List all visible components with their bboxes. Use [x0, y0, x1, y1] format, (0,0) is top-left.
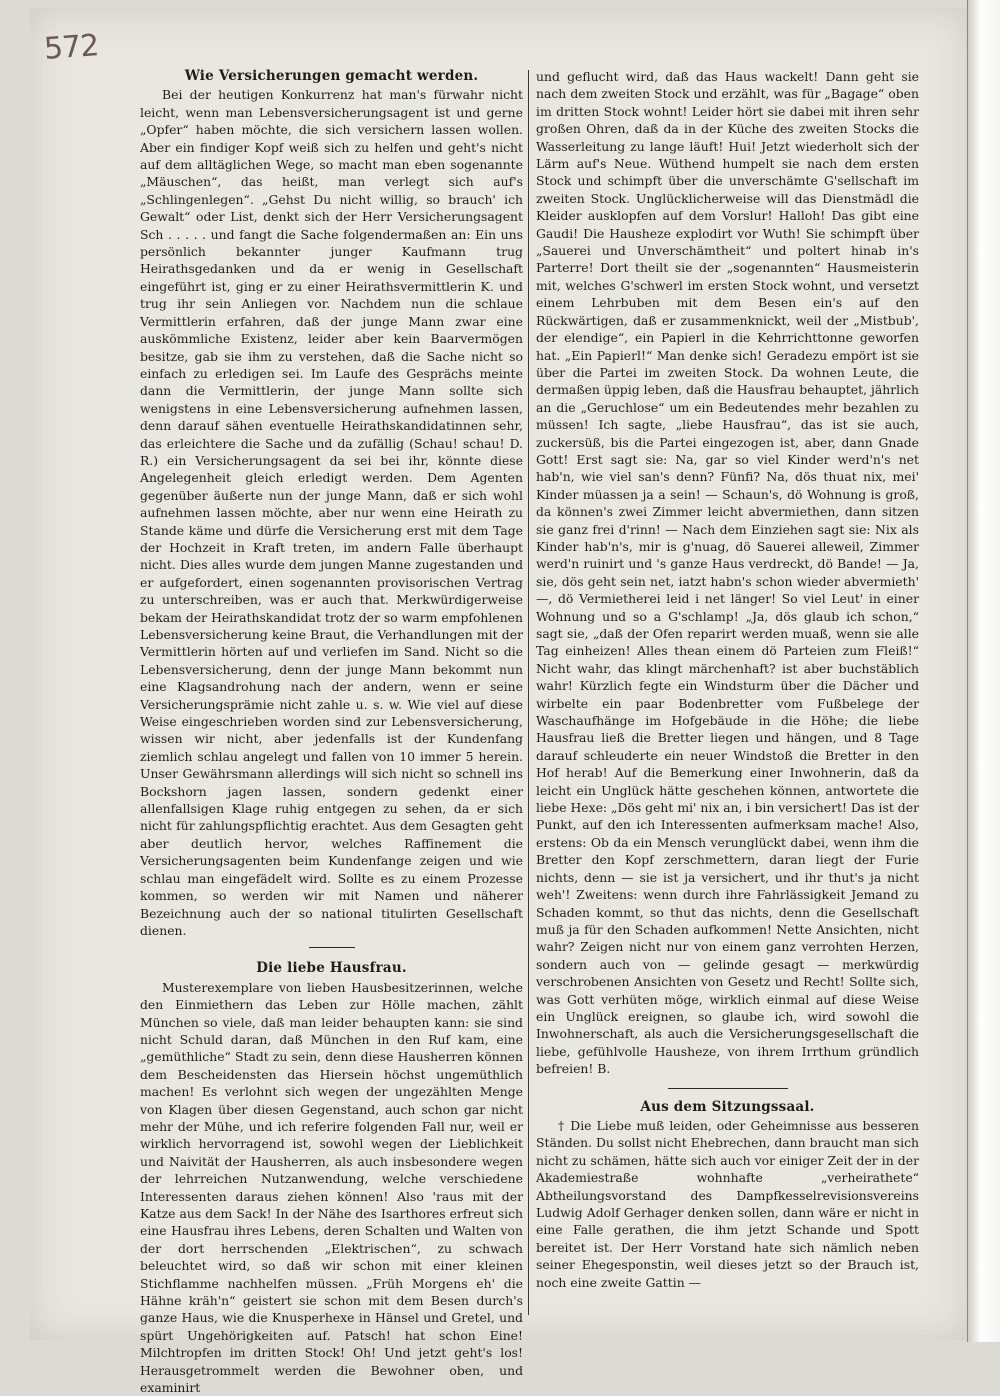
handwritten-page-number: 572 — [42, 28, 100, 67]
adjacent-page-edge — [967, 0, 1000, 1342]
article-title-versicherungen: Wie Versicherungen gemacht werden. — [184, 68, 479, 84]
right-column — [536, 68, 919, 1291]
left-column — [140, 68, 523, 1396]
article-text-hausfrau: Musterexemplare von lieben Hausbesitzerinnen, welche den Einmiethern das Leben zur Hölle machen, zählt München so viele, daß man leider behaupten kann: sie sind nicht Schuld daran, daß München in den Ruf kam, eine „gemüthliche“ Stadt zu sein, denn diese Hausherren können dem Bescheidensten das Hiersein höchst ungemüthlich machen! Es verlohnt sich wegen der ungezählten Menge von Klagen über diesen Gegenstand, auch schon gar nicht mehr der Mühe, und ich referire folgenden Fall nur, weil er wirklich hervorragend ist, sowohl wegen der Lieblichkeit und Naivität der Hausherren, als auch insbesondere wegen der lehrreichen Nutzanwendung, welche verschiedene Interessenten daraus ziehen können! Also 'raus mit der Katze aus dem Sack! In der Nähe des Isarthores erfreut sich eine Hausfrau ihres Lebens, deren Schalten und Walten von der dort herrschenden „Elektrischen“, zu schwach beleuchtet wird, so daß wir schon mit einer kleinen Stichflamme nachhelfen müssen. „Früh Morgens eh' die Hähne kräh'n“ geistert sie schon mit dem Besen durch's ganze Haus, wie die Knusperhexe in Hänsel und Gretel, und spürt Ungehörigkeiten auf. Patsch! hat schon Eine! Milchtropfen im dritten Stock! Oh! Und jetzt geht's los! Herausgetrommelt werden die Bewohner oben, und examinirt — [140, 979, 523, 1396]
column-divider — [528, 70, 529, 1315]
article-text-sitzungssaal: † Die Liebe muß leiden, oder Geheimnisse aus besseren Ständen. Du sollst nicht Ehebrechen, dann braucht man sich nicht zu schämen, hätte sich auch vor einiger Zeit der in der Akademiestraße wohnhafte „verheirathete“ Abtheilungsvorstand des Dampfkesselrevisionsvereins Ludwig Adolf Gerhager denken sollen, dann wäre er nicht in eine Falle gerathen, die ihm jetzt Schande und Spott bereitet ist. Der Herr Vorstand hate sich nämlich neben seiner Ehegesponstin, weil dieses jetzt so der Brauch ist, noch eine zweite Gattin — — [536, 1117, 919, 1290]
article-separator — [309, 947, 355, 948]
article-text-versicherungen: Bei der heutigen Konkurrenz hat man's fürwahr nicht leicht, wenn man Lebensversicherungsagent ist und gerne „Opfer“ haben möchte, die sich versichern lassen wollen. Aber ein findiger Kopf weiß sich zu helfen und geht's nicht auf dem alltäglichen Wege, so macht man eben sogenannte „Mäuschen“, das heißt, man verlegt sich auf's „Schlingenlegen“. „Gehst Du nicht willig, so brauch' ich Gewalt“ oder List, denkt sich der Herr Versicherungsagent Sch . . . . . und fangt die Sache folgendermaßen an: Ein uns persönlich bekannter junger Kaufmann trug Heirathsgedanken und da er wenig in Gesellschaft eingeführt ist, ging er zu einer Heirathsvermittlerin K. und trug ihr sein Anliegen vor. Nachdem nun die schlaue Vermittlerin erfahren, daß der junge Mann zwar eine auskömmliche Existenz, leider aber kein Baarvermögen besitze, gab sie ihm zu verstehen, daß die Sache nicht so einfach zu erledigen sei. Im Laufe des Gesprächs meinte dann die Vermittlerin, der junge Mann sollte sich wenigstens in eine Lebensversicherung aufnehmen lassen, denn darauf sähen eventuelle Heirathskandidatinnen sehr, das erleichtere die Sache und da zufällig (Schau! schau! D. R.) ein Versicherungsagent da sei bei ihr, könnte diese Angelegenheit gleich erledigt werden. Dem Agenten gegenüber äußerte nun der junge Mann, daß er sich wohl aufnehmen lassen möchte, aber nur wenn eine Heirath zu Stande käme und dürfe die Versicherung erst mit dem Tage der Hochzeit in Kraft treten, im andern Falle überhaupt nicht. Dies alles wurde dem jungen Manne zugestanden und er aufgefordert, einen sogenannten provisorischen Vertrag zu unterschreiben, was er auch that. Merkwürdigerweise bekam der Heirathskandidat trotz der so warm empfohlenen Lebensversicherung keine Braut, die Verhandlungen mit der Vermittlerin hörten auf und verliefen im Sand. Nicht so die Lebensversicherung, denn der junge Mann bekommt nun eine Klagsandrohung nach der andern, wenn er seine Versicherungsprämie nicht zahle u. s. w. Wie viel auf diese Weise eingeschrieben worden sind zur Lebensversicherung, wissen wir nicht, aber jedenfalls ist der Kundenfang ziemlich schlau angelegt und fallen von 10 immer 5 herein. Unser Gewährsmann allerdings will sich nicht so schnell ins Bockshorn jagen lassen, sondern gedenkt einer allenfallsigen Klage ruhig entgegen zu sehen, da er sich nicht für zahlungspflichtig erachtet. Aus dem Gesagten geht aber deutlich hervor, welches Raffinement die Versicherungsagenten beim Kundenfange zeigen und wie schlau man eingefädelt wird. Sollte es zu einem Prozesse kommen, so werden wir mit Namen und näherer Bezeichnung auch der so national titulirten Gesellschaft dienen. — [140, 87, 523, 938]
article-separator — [668, 1088, 788, 1089]
article-title-sitzungssaal: Aus dem Sitzungssaal. — [640, 1098, 815, 1115]
article-title-hausfrau: Die liebe Hausfrau. — [256, 960, 407, 977]
article-text-hausfrau-continued: und geflucht wird, daß das Haus wackelt! Dann geht sie nach dem zweiten Stock und erzählt, was für „Bagage“ oben im dritten Stock wohnt! Leider hört sie dabei mit ihren sehr großen Ohren, daß da in der Küche des zweiten Stocks die Wasserleitung zu lange läuft! Hui! Jetzt wiederholt sich der Lärm auf's Neue. Wüthend humpelt sie nach dem ersten Stock und schimpft über die unverschämte G'sellschaft im zweiten Stock. Unglücklicherweise will das Dienstmädl die Kleider ausklopfen auf dem Vorslur! Halloh! Das gibt eine Gaudi! Die Hausheze explodirt vor Wuth! Sie schimpft über „Sauerei und Unverschämtheit“ und poltert hinab in's Parterre! Dort theilt sie der „sogenannten“ Hausmeisterin mit, welches G'schwerl im ersten Stock wohnt, und versetzt einem Lehrbuben mit dem Besen ein's auf den Rückwärtigen, daß er zusammenknickt, weil der „Mistbub', der elendige“, ein Papierl in die Kehrrichttonne geworfen hat. „Ein Papierl!“ Man denke sich! Geradezu empört ist sie über die Partei im zweiten Stock. Da wohnen Leute, die dermaßen üppig leben, daß die Hausfrau behauptet, jährlich an die „Geruchlose“ um ein Bedeutendes mehr bezahlen zu müssen! Ich sagte, „liebe Hausfrau“, das ist sie auch, zuckersüß, bis die Partei eingezogen ist, aber, dann Gnade Gott! Erst sagt sie: Na, gar so viel Kinder werd'n's net hab'n, wie viel san's denn? Fünfi? Na, dös thuat nix, mei' Kinder müassen ja a sein! — Schaun's, dö Wohnung is groß, da können's zwei Zimmer leicht abvermiethen, dann sitzen sie ganz frei d'rinn! — Nach dem Einziehen sagt sie: Nix als Kinder hab'n's, mir is g'nuag, dö Sauerei alleweil, Zimmer werd'n ruinirt und 's ganze Haus verdreckt, dö Bande! — Ja, sie, dös geht sein net, iatzt habn's schon wieder abvermieth' —, dö Vermietherei leid i net länger! So viel Leut' in einer Wohnung und so a G'schlamp! „Ja, dös glaub ich schon,“ sagt sie, „daß der Ofen reparirt werden muaß, wenn sie alle Tag einheizen! Alles thean einem dö Parteien zum Fleiß!“ Nicht wahr, das klingt märchenhaft? ist aber buchstäblich wahr! Kürzlich fegte ein Windsturm über die Dächer und wirbelte ein paar Bodenbretter vom Fußbelege der Waschaufhänge im Hofgebäude in die Höhe; die liebe Hausfrau ließ die Bretter liegen und hängen, und 8 Tage darauf schleuderte ein neuer Windstoß die Bretter in den Hof herab! Auf die Bemerkung einer Inwohnerin, daß da leicht ein Unglück hätte geschehen können, antwortete die liebe Hexe: „Dös geht mi' nix an, i bin versichert! Das ist der Punkt, auf den ich Interessenten aufmerksam mache! Also, erstens: Ob da ein Mensch verunglückt dabei, wenn ihm die Bretter den Kopf zerschmettern, daran liegt der Furie nichts, denn — sie ist ja versichert, und ihr thut's ja nicht weh'! Zweitens: wenn durch ihre Fahrlässigkeit Jemand zu Schaden kommt, so thut das nichts, denn die Gesellschaft muß ja für den Schaden aufkommen! Nette Ansichten, nicht wahr? Zeigen nicht nur von einem ganz verrohten Herzen, sondern auch von — gelinde gesagt — merkwürdig verschrobenen Ansichten von Gesetz und Recht! Sollte sich, was Gott verhüten möge, wirklich einmal auf diese Weise ein Unglück ereignen, so glaube ich, wird sowohl die Inwohnerschaft, als auch die Versicherungsgesellschaft die liebe, gefühlvolle Hausheze, von ihrem Irrthum gründlich befreien! B. — [536, 69, 919, 1077]
